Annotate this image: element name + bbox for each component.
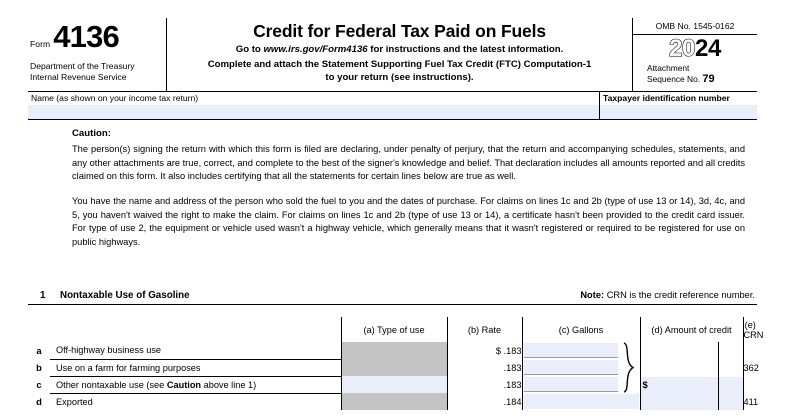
amount-cents-d[interactable] bbox=[718, 393, 743, 410]
form-word-label: Form bbox=[30, 39, 51, 49]
attachment-sequence-number: 79 bbox=[702, 73, 715, 86]
tax-year-century: 20 bbox=[669, 35, 695, 62]
caution-label: Caution: bbox=[72, 128, 111, 139]
nontaxable-gasoline-table bbox=[28, 317, 764, 410]
column-header-type-of-use: (a) Type of use bbox=[341, 317, 447, 342]
tin-label: Taxpayer identification number bbox=[603, 93, 730, 103]
row-description-c-pre: Other nontaxable use (see bbox=[56, 379, 167, 390]
rate-value-a: .183 bbox=[503, 345, 522, 356]
form-number: 4136 bbox=[53, 19, 119, 54]
department-line-2: Internal Revenue Service bbox=[30, 71, 127, 82]
gallons-c[interactable] bbox=[522, 376, 640, 393]
goto-instruction bbox=[171, 43, 628, 56]
rate-prefix-a: $ bbox=[495, 345, 502, 356]
row-description-d: Exported bbox=[50, 393, 341, 410]
attachment-sequence-line bbox=[647, 73, 757, 86]
table-header-row bbox=[28, 317, 757, 342]
goto-suffix: for instructions and the latest information. bbox=[367, 44, 564, 56]
gallons-d[interactable] bbox=[522, 393, 640, 410]
tax-year-yy: 24 bbox=[695, 35, 721, 62]
amount-of-credit-merged[interactable] bbox=[640, 342, 718, 393]
row-description-a: Off-highway business use bbox=[50, 342, 341, 359]
gallons-b[interactable] bbox=[522, 359, 640, 376]
form-header bbox=[28, 18, 757, 92]
amount-input-c[interactable] bbox=[641, 377, 718, 393]
attach-instruction-line-2: to your return (see instructions). bbox=[325, 71, 474, 83]
amount-d[interactable] bbox=[640, 393, 718, 410]
crn-note-text: CRN is the credit reference number. bbox=[604, 290, 755, 300]
goto-prefix: Go to bbox=[235, 44, 264, 56]
section-1-heading bbox=[28, 290, 757, 305]
page-title: Credit for Federal Tax Paid on Fuels bbox=[253, 21, 546, 41]
row-description-c-caution: Caution bbox=[166, 379, 202, 390]
department-line-1: Department of the Treasury bbox=[30, 60, 135, 71]
type-of-use-a bbox=[341, 342, 447, 359]
gallons-input-c[interactable] bbox=[524, 377, 618, 392]
tin-field-cell[interactable] bbox=[600, 92, 757, 119]
caution-paragraph-1: The person(s) signing the return with which this form is filed are declaring, under penalty of perjury, that the return and accompanying schedules, statements, and any other attachments are true, correct, and complete to the best of the signer's knowledge and belief. That declaration includes all amounts reported and all credits claimed on this form. It also includes certifying that all the statements for certain lines below are true as well. bbox=[72, 144, 745, 182]
amount-cents-input[interactable] bbox=[719, 377, 743, 393]
identity-row bbox=[28, 92, 757, 120]
rate-b: .183 bbox=[447, 359, 522, 376]
row-description-c bbox=[50, 376, 341, 393]
name-input[interactable] bbox=[28, 105, 599, 119]
attachment-sequence-label: Sequence No. bbox=[647, 74, 703, 85]
attach-instruction bbox=[171, 59, 628, 84]
spacer-cell bbox=[28, 317, 50, 342]
type-of-use-b bbox=[341, 359, 447, 376]
column-header-crn: (e) CRN bbox=[743, 319, 764, 340]
irs-url[interactable]: www.irs.gov/Form4136 bbox=[263, 44, 368, 56]
row-letter-a: a bbox=[36, 345, 42, 356]
caution-paragraph-2: You have the name and address of the person who sold the fuel to you and the dates of purchase. For claims on lines 1c and 2b (type of use 13 or 14), 3d, 4c, and 5, you haven't waived the right to make the claim. For claims on lines 1c and 2b (type of use 13 or 14), a certificate hasn't been provided to the credit card issuer. For type of use 2, the equipment or vehicle used wasn't a highway vehicle, which generally means that it wasn't registered or required to be registered for use on public highways. bbox=[72, 195, 745, 247]
amount-dollar-sign: $ bbox=[642, 379, 648, 390]
gallons-a[interactable] bbox=[522, 342, 640, 359]
form-number-line bbox=[30, 18, 166, 52]
name-field-cell[interactable] bbox=[28, 92, 600, 119]
row-description-c-post: above line 1) bbox=[201, 379, 257, 390]
crn-note bbox=[580, 290, 757, 300]
column-header-amount-of-credit: (d) Amount of credit bbox=[640, 317, 743, 342]
gallons-input-a[interactable] bbox=[524, 343, 618, 358]
type-of-use-c-input[interactable] bbox=[341, 376, 447, 393]
form-identity-block bbox=[28, 18, 167, 91]
tax-year-block bbox=[633, 35, 757, 91]
gallons-input-d[interactable] bbox=[524, 394, 639, 409]
section-1-number: 1 bbox=[40, 290, 46, 301]
row-letter-c: c bbox=[36, 379, 42, 390]
column-header-gallons: (c) Gallons bbox=[522, 317, 640, 342]
section-1-title: Nontaxable Use of Gasoline bbox=[60, 290, 190, 301]
name-label: Name (as shown on your income tax return) bbox=[31, 93, 199, 103]
tax-year bbox=[633, 37, 757, 62]
rate-a bbox=[447, 342, 522, 359]
tin-input[interactable] bbox=[600, 105, 757, 119]
row-letter-b: b bbox=[36, 362, 42, 373]
attachment-label: Attachment bbox=[647, 63, 690, 73]
table-row bbox=[28, 342, 757, 359]
column-header-rate: (b) Rate bbox=[447, 317, 522, 342]
caution-section bbox=[28, 120, 757, 250]
type-of-use-d bbox=[341, 393, 447, 410]
row-letter-d: d bbox=[36, 396, 42, 407]
omb-block bbox=[633, 18, 757, 91]
spacer-description-header bbox=[50, 317, 341, 342]
amount-cents-merged[interactable] bbox=[718, 342, 743, 393]
rate-d: .184 bbox=[447, 393, 522, 410]
table-row bbox=[28, 393, 757, 410]
form-title-block bbox=[167, 18, 633, 91]
omb-number: OMB No. 1545-0162 bbox=[633, 18, 757, 35]
attach-instruction-line-1: Complete and attach the Statement Supporting Fuel Tax Credit (FTC) Computation-1 bbox=[207, 59, 592, 71]
row-description-b: Use on a farm for farming purposes bbox=[50, 359, 341, 376]
department-block bbox=[30, 61, 166, 83]
crn-merged-362: 362 bbox=[743, 362, 759, 373]
crn-d: 411 bbox=[743, 396, 759, 407]
attachment-sequence bbox=[633, 63, 757, 86]
rate-c: .183 bbox=[447, 376, 522, 393]
gallons-input-b[interactable] bbox=[524, 360, 618, 375]
crn-note-label: Note: bbox=[580, 290, 605, 300]
